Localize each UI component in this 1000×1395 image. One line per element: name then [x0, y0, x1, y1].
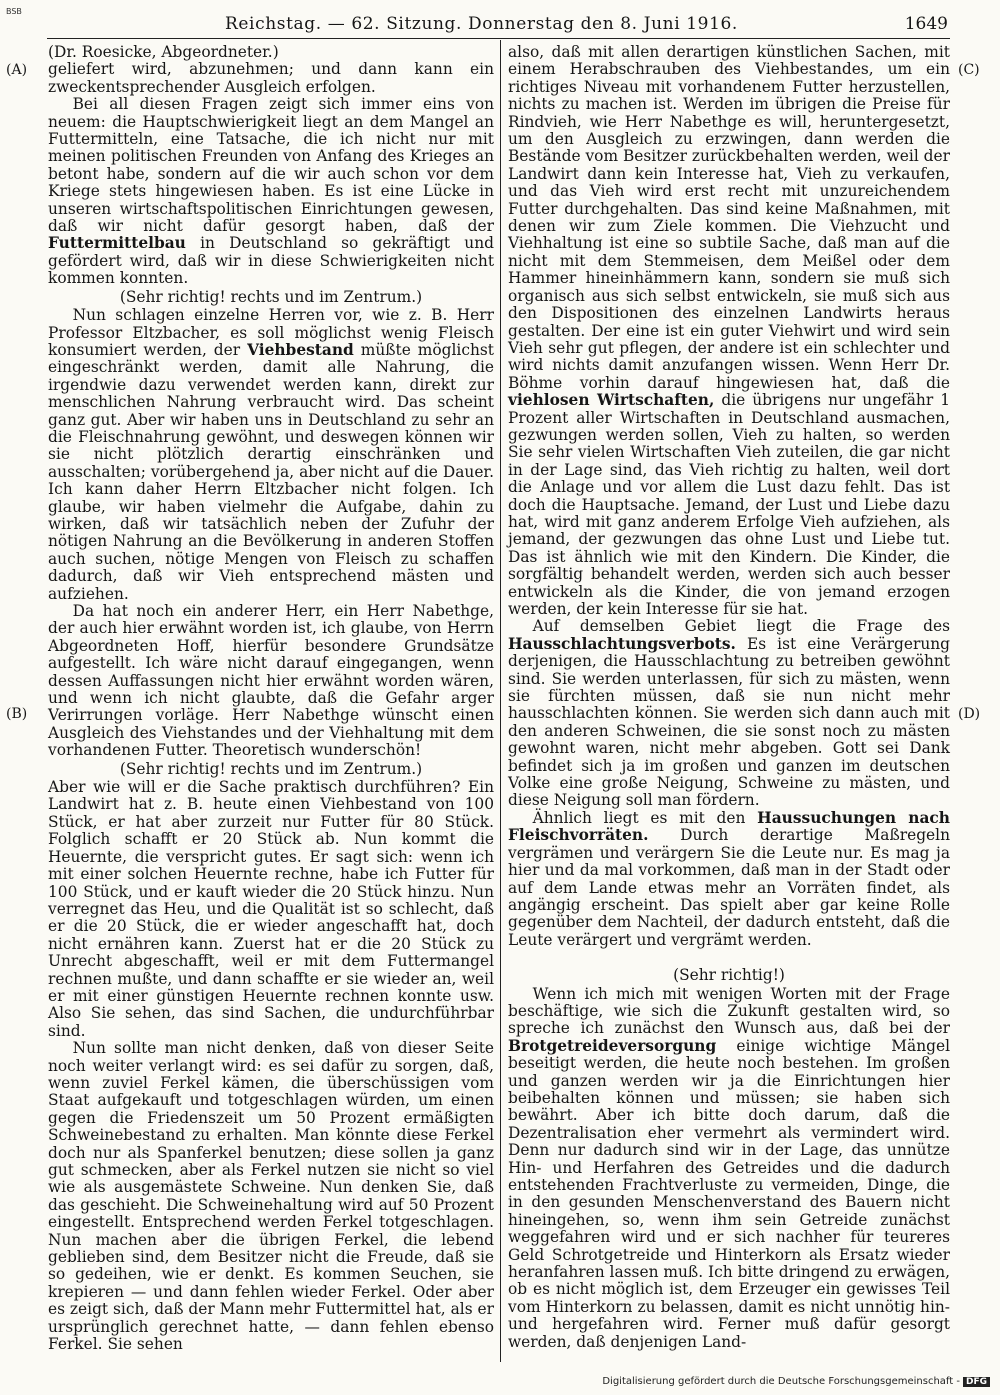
column-divider	[500, 40, 501, 1362]
library-stamp: BSB	[6, 7, 22, 16]
footer-text: Digitalisierung gefördert durch die Deutsche Forschungsgemeinschaft -	[602, 1376, 960, 1387]
emphasis-term: Hausschlachtungsverbots.	[508, 634, 736, 653]
margin-marker-c: (C)	[958, 62, 980, 78]
emphasis-term: Futtermittelbau	[48, 234, 186, 253]
paragraph: Da hat noch ein anderer Herr, ein Herr Nabethge, der auch hier erwähnt worden ist, ich glaube, von Herrn Abgeordneten Hoff, hierfür besondere Grundsätze aufgestellt. Ich wäre nicht darauf eingegangen, wenn dessen Auffassungen nicht hier erwähnt worden wären, und wenn ich nicht glaubte, daß die Gefahr arger Verirrungen vorläge. Herr Nabethge wünscht einen Ausgleich des Viehstandes und der Viehhaltung mit dem vorhandenen Futter. Theoretisch wunderschön!	[48, 602, 494, 760]
applause-note: (Sehr richtig! rechts und im Zentrum.)	[119, 759, 423, 778]
page-number: 1649	[904, 14, 948, 34]
emphasis-term: Haussuchungen nach Fleischvorräten.	[508, 808, 950, 845]
paragraph: Nun sollte man nicht denken, daß von dieser Seite noch weiter verlangt wird: es sei dafür zu sorgen, daß, wenn zuviel Ferkel kämen, die überschüssigen vom Staat aufgekauft und totgeschlagen würden, um einen gegen die Friedenszeit um 50 Prozent ermäßigten Schweinebestand zu erhalten. Man könnte diese Ferkel doch nur als Spanferkel benutzen; diese sollen ja ganz gut schmecken, aber als Ferkel nutzen sie nicht so viel wie als ausgemästete Schweine. Nun denken Sie, daß das geschieht. Die Schweinehaltung wird auf 50 Prozent eingestellt. Entsprechend werden Ferkel totgeschlagen. Nun machen aber die übrigen Ferkel, die lebend geblieben sind, dem Besitzer nicht die Freude, daß sie so gedeihen, wie er denkt. Es kommen Seuchen, sie krepieren — und dann fehlen wieder Ferkel. Oder aber es zeigt sich, daß der Mann mehr Futtermittel hat, als er ursprünglich gerechnet hatte, — dann fehlen ebenso Ferkel. Sie sehen	[48, 1039, 494, 1354]
emphasis-term: Viehbestand	[247, 340, 354, 359]
applause-note: (Sehr richtig!)	[673, 966, 785, 985]
paragraph: Ähnlich liegt es mit den Haussuchungen nach Fleischvorräten. Durch derartige Maßregeln vergrämen und verärgern Sie die Leute nur. Es mag ja hier und da mal vorkommen, daß man in der Stadt oder auf dem Lande etwas mehr an Vorräten findet, als angängig erscheint. Das spielt aber gar keine Rolle gegenüber dem Nachteil, der dadurch entsteht, daß die Leute verärgert und vergrämt werden.	[508, 808, 950, 949]
page-header-title: Reichstag. — 62. Sitzung. Donnerstag den 8. Juni 1916.	[225, 14, 738, 34]
header-rule	[47, 38, 950, 39]
paragraph: Auf demselben Gebiet liegt die Frage des Hausschlachtungsverbots. Es ist eine Verärgerung derjenigen, die Hausschlachtung zu betreiben gewöhnt sind. Sie werden unterlassen, für sich zu mästen, wenn sie fürchten müssen, daß sie nun nicht mehr hausschlachten können. Sie werden sich dann auch mit den anderen Schweinen, die sie sonst noch zu mästen gewohnt waren, nicht mehr abgeben. Gott sei Dank befindet sich ja im großen und ganzen im deutschen Volke eine große Neigung, Schweine zu mästen, und diese Neigung soll man fördern.	[508, 617, 950, 810]
speaker-note: (Dr. Roesicke, Abgeordneter.)	[48, 43, 279, 61]
margin-marker-a: (A)	[6, 62, 28, 78]
paragraph: also, daß mit allen derartigen künstlichen Sachen, mit einem Herabschrauben des Viehbestandes, um ein richtiges Niveau mit vorhandenem Futter herzustellen, nichts zu machen ist. Werden im übrigen die Preise für Rindvieh, wie Herr Nabethge es will, heruntergesetzt, um den Ausgleich zu erzwingen, dann werden die Bestände vom Besitzer zurückbehalten werden, weil der Landwirt dann kein Interesse hat, Vieh zu verkaufen, und das Vieh wird erst recht mit unzureichendem Futter durchgehalten. Das sind keine Maßnahmen, mit denen wir zum Ziele kommen. Die Viehzucht und Viehhaltung ist eine so subtile Sache, daß man auf die nicht mit dem Stemmeisen, dem Meißel oder dem Hammer hineinhämmern kann, sondern sie muß sich organisch aus sich selbst entwickeln, sie muß sich aus den Dispositionen des einzelnen Landwirts heraus gestalten. Der eine ist ein guter Viehwirt und wird sein Vieh sehr gut pflegen, der andere ist ein schlechter und wird nichts damit anzufangen wissen. Wenn Herr Dr. Böhme vorhin darauf hingewiesen hat, daß die viehlosen Wirtschaften, die übrigens nur ungefähr 1 Prozent aller Wirtschaften in Deutschland ausmachen, gezwungen werden sollen, Vieh zu halten, so werden Sie sehr vielen Wirtschaften Vieh zuteilen, die gar nicht in der Lage sind, das Vieh richtig zu halten, weil dort die Anlage und vor allem die Lust dazu fehlt. Das ist doch die Hauptsache. Jemand, der Lust und Liebe dazu hat, wird mit ganz anderem Erfolge Vieh aufziehen, als jemand, der gezwungen das ohne Lust und Liebe tut. Das ist ähnlich wie mit den Kindern. Die Kinder, die sorgfältig behandelt werden, werden sich auch besser entwickeln als die Kinder, die von jemand erzogen werden, der kein Interesse für sie hat.	[508, 43, 950, 618]
digitization-footer	[602, 1376, 990, 1387]
applause-note: (Sehr richtig! rechts und im Zentrum.)	[119, 287, 423, 306]
paragraph: Aber wie will er die Sache praktisch durchführen? Ein Landwirt hat z. B. heute einen Viehbestand von 100 Stück, er hat aber zurzeit nur Futter für 80 Stück. Folglich schafft er 20 Stück ab. Nun kommt die Heuernte, die verspricht gutes. Er sagt sich: wenn ich mit einer solchen Heuernte rechne, habe ich Futter für 100 Stück, und er kauft wieder die 20 Stück hinzu. Nun verregnet das Heu, und die Qualität ist so schlecht, daß er die 20 Stück, die er wieder angeschafft hat, doch nicht ernähren kann. Zuerst hat er die 20 Stück zu Unrecht abgeschafft, weil er mit dem Futtermangel rechnen mußte, und dann schaffte er sie wieder an, weil er mit einer günstigen Heuernte rechnen konnte usw. Also Sie sehen, das sind Sachen, die undurchführbar sind.	[48, 778, 494, 1040]
margin-marker-b: (B)	[6, 706, 28, 722]
emphasis-term: Brotgetreideversorgung	[508, 1036, 717, 1055]
paragraph: Wenn ich mich mit wenigen Worten mit der Frage beschäftige, wie sich die Zukunft gestalten wird, so spreche ich zunächst den Wunsch aus, daß bei der Brotgetreideversorgung einige wichtige Mängel beseitigt werden, die heute noch bestehen. Im großen und ganzen werden wir ja die Einrichtungen hier beibehalten können und müssen; sie haben sich bewährt. Aber ich bitte doch darum, daß die Dezentralisation eher vermehrt als vermindert wird. Denn nur dadurch sind wir in der Lage, das unnütze Hin- und Herfahren des Getreides und die dadurch entstehenden Frachtverluste zu vermeiden, Dinge, die in den gesunden Menschenverstand des Bauern nicht hineingehen, so, wenn ihm sein Getreide zunächst weggefahren wird und er sich nachher für teureres Geld Schrotgetreide und Hinterkorn als Ersatz wieder heranfahren lassen muß. Ich bitte dringend zu erwägen, ob es nicht möglich ist, dem Erzeuger ein gewisses Teil vom Hinterkorn zu belassen, damit es nicht unnötig hin- und hergefahren wird. Ferner muß dafür gesorgt werden, daß denjenigen Land-	[508, 984, 950, 1351]
margin-marker-d: (D)	[958, 706, 981, 722]
right-column	[508, 44, 950, 1351]
paragraph: Bei all diesen Fragen zeigt sich immer eins von neuem: die Hauptschwierigkeit liegt an dem Mangel an Futtermitteln, eine Tatsache, die ich nicht nur mit meinen politischen Freunden von Anfang des Krieges an betont habe, sondern auf die wir auch schon vor dem Kriege stets hingewiesen haben. Es ist eine Lücke in unseren wirtschaftspolitischen Einrichtungen gewesen, daß wir nicht dafür gesorgt haben, daß der Futtermittelbau in Deutschland so gekräftigt und gefördert wird, daß wir in diese Schwierigkeiten nicht kommen konnten.	[48, 95, 494, 288]
paragraph: geliefert wird, abzunehmen; und dann kann ein zweckentsprechender Ausgleich erfolgen.	[48, 60, 494, 96]
left-column	[48, 44, 494, 1353]
paragraph: Nun schlagen einzelne Herren vor, wie z. B. Herr Professor Eltzbacher, es soll möglichst wenig Fleisch konsumiert werden, der Viehbestand müßte möglichst eingeschränkt werden, damit alle Nahrung, die irgendwie dazu verwendet werden kann, direkt zur menschlichen Nahrung verbraucht wird. Das scheint ganz gut. Aber wir haben uns in Deutschland zu sehr an die Fleischnahrung gewöhnt, und deswegen können wir sie nicht plötzlich derartig einschränken und ausschalten; vorübergehend ja, aber nicht auf die Dauer. Ich kann daher Herrn Eltzbacher nicht folgen. Ich glaube, wir haben vielmehr die Aufgabe, dahin zu wirken, daß wir tatsächlich neben der Zufuhr der nötigen Nahrung an die Bevölkerung in anderen Stoffen auch suchen, nötige Mengen von Fleisch zu schaffen dadurch, daß wir Vieh entsprechend mästen und aufziehen.	[48, 306, 494, 603]
emphasis-term: viehlosen Wirtschaften,	[508, 391, 715, 410]
dfg-logo: DFG	[963, 1377, 990, 1387]
